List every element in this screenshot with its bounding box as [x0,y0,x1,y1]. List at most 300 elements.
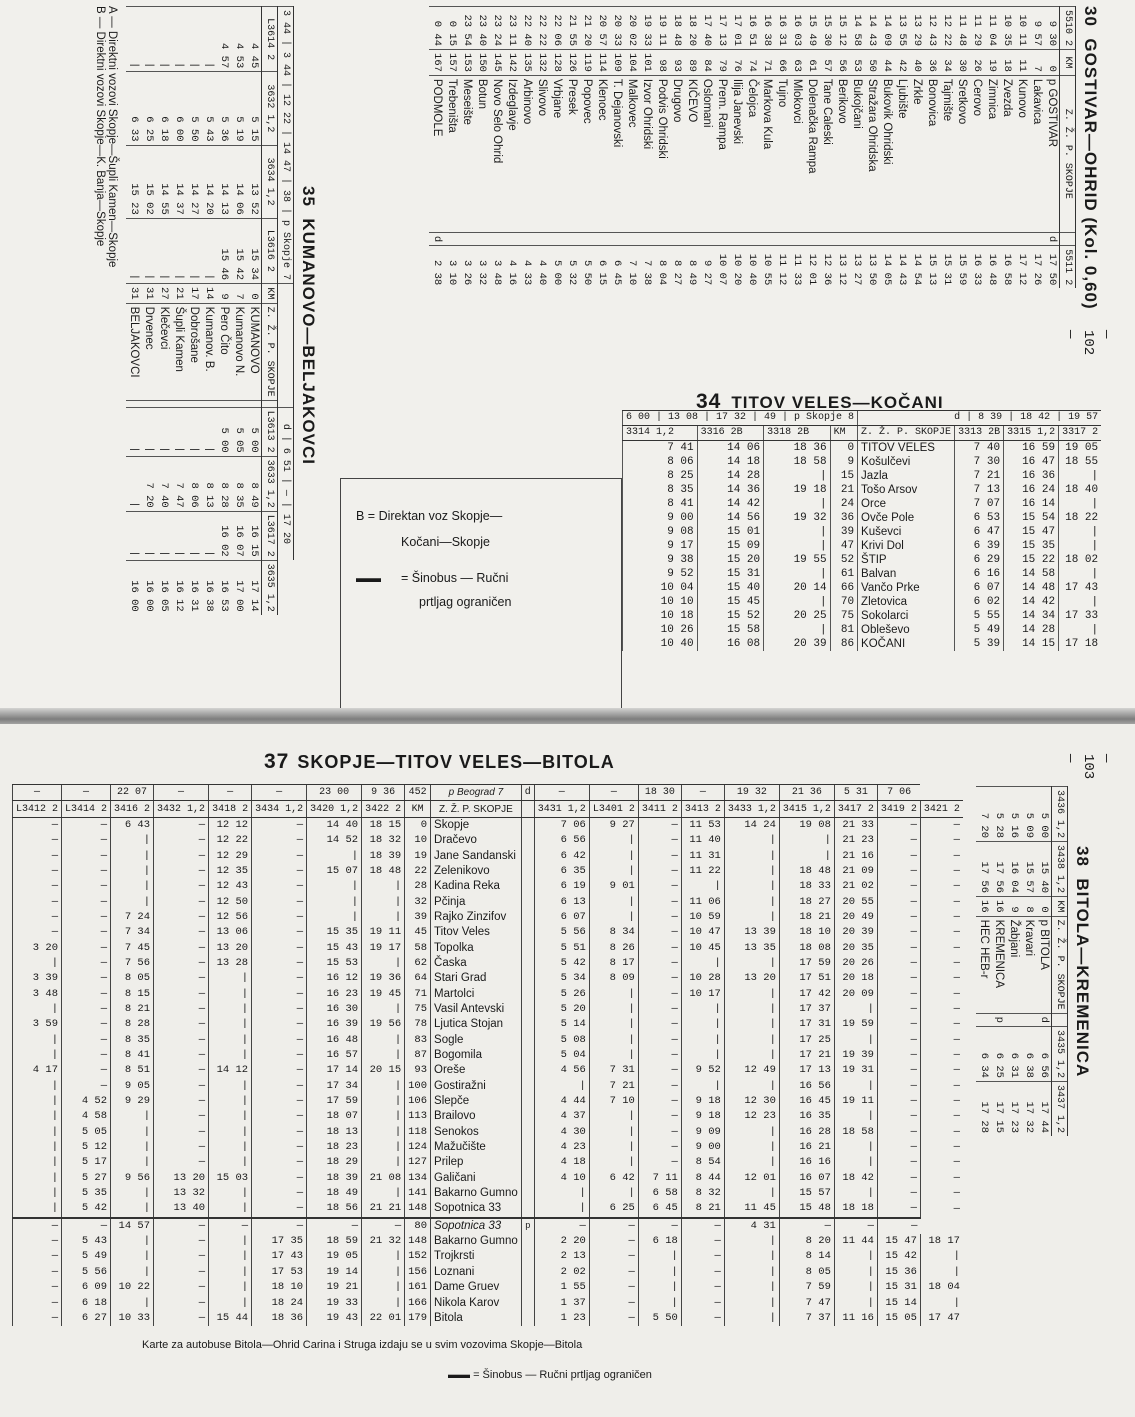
time-value: | [1059,567,1102,581]
time-value: 9 00 [681,1140,724,1155]
time-value: 4 45 [246,7,262,72]
return-time: 8 27 [669,246,684,289]
time-value: — [920,1033,963,1048]
time-value: | [534,1186,589,1201]
station-name: Slivovo [534,75,549,232]
time-value: — [154,940,209,955]
timetable-row [13,894,963,909]
time-value: 5 51 [534,940,589,955]
time-value: | [186,218,201,283]
km-value: 101 [639,50,654,76]
time-value: — [62,879,111,894]
time-value: | [209,1249,252,1264]
km-value: 50 [864,50,879,76]
km-value: 166 [405,1295,431,1310]
departure-time: 0 15 [444,7,459,50]
top-row-cell: 19 32 [724,785,779,801]
time-value: | [141,511,156,560]
time-value: 17 43 [252,1249,307,1264]
time-value: — [154,1311,209,1326]
return-time: 8 49 [684,246,699,289]
time-value: — [154,1249,209,1264]
arr-dep-mark: d [429,232,444,245]
train-number: L3614 2 [262,7,278,72]
km-value: 62 [405,956,431,971]
time-value: — [534,1218,589,1234]
train-number: L3616 2 [262,218,278,283]
time-value: 19 11 [834,1094,877,1109]
departure-time: 15 30 [819,7,834,50]
time-value: — [877,1048,920,1063]
timetable-row [774,7,789,289]
time-value: — [252,1063,307,1078]
time-value: 5 35 [62,1186,111,1201]
time-value: | [186,511,201,560]
time-value: 21 23 [834,833,877,848]
time-value: 5 42 [534,956,589,971]
time-value: | [209,1155,252,1170]
time-value: 5 49 [955,623,1004,637]
time-value: | [362,1125,405,1140]
time-value: 16 12 [171,560,186,615]
time-value: 20 39 [834,925,877,940]
time-value: 20 39 [764,637,830,651]
time-value: 18 15 [362,817,405,833]
time-value: | [171,7,186,72]
time-value: 15 07 [307,864,362,879]
timetable-row [759,7,774,289]
time-value: — [13,1234,62,1249]
time-value: — [877,1094,920,1109]
time-value: | [209,1295,252,1310]
time-value: | [362,1033,405,1048]
time-value: 4 31 [724,1218,779,1234]
time-value: 8 05 [111,971,154,986]
time-value: | [209,1033,252,1048]
station-name: Martolci [431,986,522,1001]
timetable-row [156,7,171,615]
time-value: 18 36 [252,1311,307,1326]
station-name: Stražara Ohridska [864,75,879,232]
time-value: | [589,1048,638,1063]
timetable-row [939,7,954,289]
time-value: 15 35 [1004,539,1059,553]
time-value: — [920,1125,963,1140]
time-value: 7 07 [955,497,1004,511]
time-value: — [779,1218,834,1234]
t35-top-left: 3 44 | 3 44 | 12 22 | 14 47 | 38 | p Skopje 7 [278,7,294,284]
time-value: 5 56 [62,1265,111,1280]
timetable-row [13,1063,963,1078]
time-value: 18 04 [920,1280,963,1295]
time-value: 10 22 [111,1280,154,1295]
timetable-row [909,7,924,289]
return-time: 8 04 [654,246,669,289]
train-number: 3434 1,2 [252,801,307,817]
top-row-cell: 9 36 [362,785,405,801]
km-value: 76 [729,50,744,76]
arr-dep-mark [459,232,474,245]
km-value: 87 [405,1048,431,1063]
time-value: 19 56 [362,1017,405,1032]
timetable-row [623,525,1102,539]
time-value: — [13,1295,62,1310]
t34-top-left: 6 00 | 13 08 | 17 32 | 49 | p Skopje 8 [623,411,858,426]
time-value: 14 27 [186,145,201,218]
km-value: 156 [405,1265,431,1280]
time-value: 17 25 [779,1033,834,1048]
time-value: | [201,218,216,283]
time-value: 12 43 [209,879,252,894]
arr-dep-mark [639,232,654,245]
station-name: Zrkle [909,75,924,232]
spacer [141,400,156,407]
time-value: — [154,1094,209,1109]
time-value: | [724,1265,779,1280]
timetable-row [186,7,201,615]
station-name: Oreše [431,1063,522,1078]
timetable-row [1044,7,1060,289]
time-value: 4 30 [534,1125,589,1140]
station-name: Presek [564,75,579,232]
time-value: 17 59 [779,956,834,971]
station-name: Ilija Janevski [729,75,744,232]
km-value: 179 [405,1311,431,1326]
time-value: 18 27 [779,894,834,909]
time-value: | [1059,595,1102,609]
time-value: — [920,940,963,955]
station-name: Trebeništa [444,75,459,232]
top-row-cell: — [154,785,209,801]
timetable-row [1014,7,1029,289]
station-name: p GOSTIVAR [1044,75,1060,232]
time-value: | [111,1295,154,1310]
time-value: 14 13 [216,145,231,218]
train-number: 3422 2 [362,801,405,817]
station-name: KIČEVO [684,75,699,232]
time-value: 6 38 [1021,1026,1036,1081]
time-value: 18 49 [307,1186,362,1201]
time-value: 12 01 [724,1171,779,1186]
timetable-row [1036,787,1052,1137]
time-value: | [589,864,638,879]
time-value: | [779,848,834,863]
km-value: 11 [1014,50,1029,76]
timetable-row [1029,7,1044,289]
top-row-cell: 21 36 [779,785,834,801]
spacer [521,1140,534,1155]
time-value: 14 34 [1004,609,1059,623]
time-value: — [877,1155,920,1170]
time-value: 17 18 [1059,637,1102,651]
time-value: 17 37 [779,1002,834,1017]
time-value: 6 45 [638,1201,681,1217]
spacer [521,894,534,909]
railway-name: Z. Ž. P. SKOPJE [431,801,522,817]
km-value: 64 [405,971,431,986]
timetable-row [246,7,262,615]
time-value: 13 40 [154,1201,209,1217]
time-value: | [589,1017,638,1032]
time-value: | [13,1201,62,1217]
timetable-row [969,7,984,289]
time-value: 6 16 [955,567,1004,581]
time-value: 16 12 [307,971,362,986]
time-value: 6 56 [534,833,589,848]
time-value: — [920,956,963,971]
station-name: Bukojčani [849,75,864,232]
arr-dep-mark [729,232,744,245]
time-value: 18 48 [779,864,834,879]
timetable-row [13,940,963,955]
time-value: 6 34 [976,1026,991,1081]
table-34 [340,388,1099,708]
timetable-row [13,1048,963,1063]
timetable-row [13,910,963,925]
time-value: 9 17 [623,539,698,553]
return-time: 11 12 [774,246,789,289]
time-value: | [724,986,779,1001]
departure-time: 17 13 [714,7,729,50]
time-value: 7 47 [171,456,186,511]
time-value: 4 37 [534,1109,589,1124]
train-number: 3436 1,2 [1052,787,1068,842]
time-value: | [307,848,362,863]
time-value: 16 05 [156,560,171,615]
km-value: 39 [830,525,857,539]
time-value: | [834,1186,877,1201]
time-value: 6 58 [638,1186,681,1201]
return-time: 13 27 [849,246,864,289]
table-34-legend [340,478,622,712]
timetable-row [623,441,1102,456]
time-value: 13 32 [154,1186,209,1201]
time-value: — [920,864,963,879]
time-value: 21 02 [834,879,877,894]
km-value: 148 [405,1234,431,1249]
time-value: | [681,956,724,971]
station-name: Skopje [431,817,522,833]
legend-direct: B = Direktan voz Skopje— [356,509,503,523]
time-value: 7 40 [955,441,1004,456]
top-row-cell: — [209,785,252,801]
top-row-cell: — [13,785,62,801]
km-value: 53 [849,50,864,76]
time-value: 14 06 [697,441,763,456]
time-value: | [307,894,362,909]
station-name: Lakavica [1029,75,1044,232]
time-value: 7 13 [955,483,1004,497]
time-value: | [589,1033,638,1048]
spacer [521,817,534,833]
top-row-cell: 5 31 [834,785,877,801]
time-value: 19 05 [1059,441,1102,456]
time-value: | [724,1234,779,1249]
timetable-row [623,567,1102,581]
t30-km-header: KM [1060,50,1076,76]
time-value: | [589,1140,638,1155]
time-value: 18 48 [362,864,405,879]
table-37-note: Karte za autobuse Bitola—Ohrid Carina i Struga izdaju se u svim vozovima Skopje—Bitola [142,1339,583,1351]
km-value: 109 [609,50,624,76]
time-value: 15 40 [1036,842,1052,897]
station-name: KREMENICA [991,916,1006,1013]
time-value: — [62,894,111,909]
arr-dep-mark: p [991,1013,1006,1026]
time-value: — [252,956,307,971]
time-value: 1 37 [534,1295,589,1310]
timetable-row [819,7,834,289]
train-number: 3420 1,2 [307,801,362,817]
spacer [521,1249,534,1264]
km-value: 0 [1036,897,1052,917]
time-value: | [209,1280,252,1295]
departure-time: 21 20 [579,7,594,50]
time-value: — [62,864,111,879]
time-value: — [154,910,209,925]
time-value: | [764,497,830,511]
return-time: 15 31 [939,246,954,289]
time-value: 20 18 [834,971,877,986]
station-name: Novo Selo Ohrid [489,75,504,232]
train-number: L3412 2 [13,801,62,817]
station-name: Zletovica [858,595,955,609]
time-value: — [13,848,62,863]
train-number: 3415 1,2 [779,801,834,817]
time-value: | [724,864,779,879]
time-value: 11 22 [681,864,724,879]
time-value: | [13,1140,62,1155]
timetable-row [13,1201,963,1217]
km-value: 56 [834,50,849,76]
arr-dep-mark [504,232,519,245]
time-value: — [877,1063,920,1078]
time-value: 8 35 [623,483,698,497]
arr-dep-mark [999,232,1014,245]
time-value: — [252,848,307,863]
return-time: 11 33 [789,246,804,289]
km-value: 128 [549,50,564,76]
time-value: — [62,1033,111,1048]
arr-dep-mark [534,232,549,245]
timetable-row [13,1295,963,1310]
time-value: 4 18 [534,1155,589,1170]
time-value: 4 44 [534,1094,589,1109]
departure-time: 11 29 [969,7,984,50]
time-value: 7 06 [534,817,589,833]
station-name: Jane Sandanski [431,848,522,863]
km-value: 113 [405,1109,431,1124]
time-value: | [638,1295,681,1310]
time-value: — [252,1201,307,1217]
time-value: — [681,1234,724,1249]
time-value: 18 42 [834,1171,877,1186]
arr-dep-mark [864,232,879,245]
km-value: 152 [405,1249,431,1264]
time-value: | [209,1234,252,1249]
time-value: 8 25 [623,469,698,483]
station-name: Vrbjane [549,75,564,232]
time-value: 14 06 [231,145,246,218]
time-value: 15 45 [697,595,763,609]
time-value: 16 14 [1004,497,1059,511]
time-value: — [834,1218,877,1234]
train-number: 3431 1,2 [534,801,589,817]
legend-railbus-2: prtljag ograničen [419,595,512,609]
station-name: Senokos [431,1125,522,1140]
time-value: 16 24 [1004,483,1059,497]
time-value: 4 57 [216,7,231,72]
time-value: 12 23 [724,1109,779,1124]
arr-dep-mark: p [521,1218,534,1234]
train-number: 3411 2 [638,801,681,817]
station-name: Šupli Kamen [171,303,186,400]
time-value: 15 03 [209,1171,252,1186]
timetable-row [13,1186,963,1201]
time-value: 7 24 [111,910,154,925]
time-value: | [13,1125,62,1140]
time-value: 18 39 [307,1171,362,1186]
time-value: — [252,1048,307,1063]
table-37-body [12,784,963,1326]
timetable-row [429,7,444,289]
time-value: — [877,1079,920,1094]
time-value: | [362,1265,405,1280]
time-value: | [681,1033,724,1048]
timetable-row [13,956,963,971]
time-value: | [834,1249,877,1264]
time-value: 21 21 [362,1201,405,1217]
time-value: — [13,894,62,909]
time-value: | [209,971,252,986]
return-time: 17 26 [1029,246,1044,289]
timetable-row [849,7,864,289]
time-value: — [252,925,307,940]
km-value: 31 [141,284,156,304]
time-value: — [589,1249,638,1264]
time-value: — [154,1234,209,1249]
time-value: 15 58 [697,623,763,637]
timetable-row [714,7,729,289]
time-value: 12 22 [209,833,252,848]
time-value: — [252,864,307,879]
departure-time: 18 48 [669,7,684,50]
time-value: — [62,971,111,986]
time-value: | [111,864,154,879]
time-value: | [111,848,154,863]
time-value: | [834,1155,877,1170]
arr-dep-mark [969,232,984,245]
time-value: — [252,971,307,986]
table-35 [94,6,318,615]
station-name: Bitola [431,1311,522,1326]
time-value: — [877,879,920,894]
time-value: 8 41 [623,497,698,511]
departure-time: 19 11 [654,7,669,50]
return-time: 10 40 [744,246,759,289]
station-name: Kadina Reka [431,879,522,894]
time-value: | [209,1079,252,1094]
time-value: — [638,1140,681,1155]
station-name: Zimnica [984,75,999,232]
time-value: 4 10 [534,1171,589,1186]
time-value: — [62,956,111,971]
station-name: Oslomani [699,75,714,232]
time-value: — [62,848,111,863]
time-value: 16 39 [307,1017,362,1032]
time-value: 8 14 [779,1249,834,1264]
time-value: 21 16 [834,848,877,863]
